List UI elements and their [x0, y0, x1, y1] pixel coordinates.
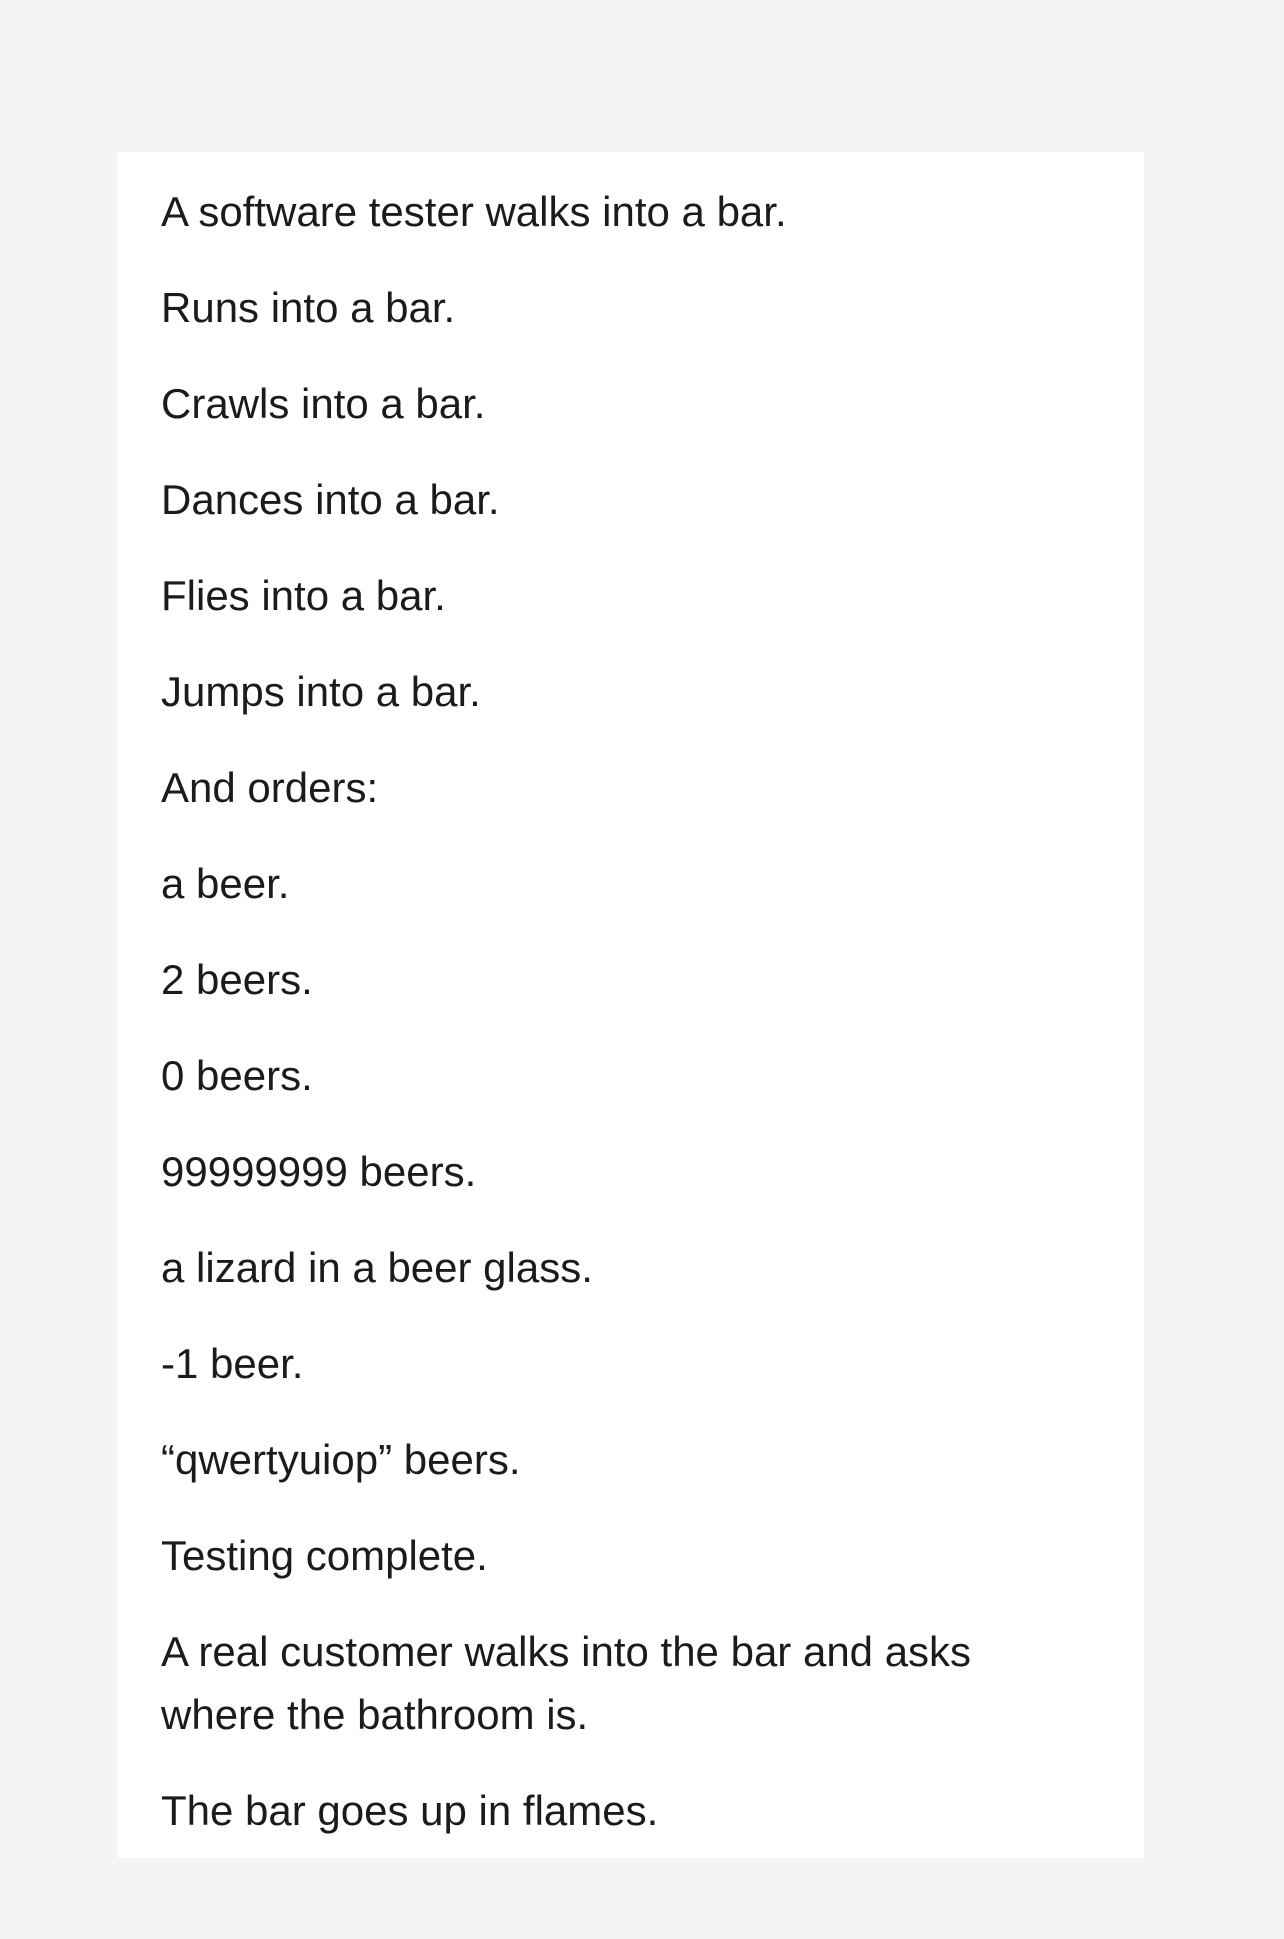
post-card — [118, 152, 1144, 1858]
post-line: 2 beers. — [161, 956, 313, 1003]
post-line: Runs into a bar. — [161, 284, 456, 331]
post-line: 0 beers. — [161, 1052, 313, 1099]
post-line: Jumps into a bar. — [161, 668, 481, 715]
post-line: Testing complete. — [161, 1532, 488, 1579]
post-line: -1 beer. — [161, 1340, 304, 1387]
post-line: The bar goes up in flames. — [161, 1787, 659, 1834]
post-line: Dances into a bar. — [161, 476, 500, 523]
post-line: A software tester walks into a bar. — [161, 188, 787, 235]
post-line: A real customer walks into the bar and asks where the bathroom is. — [161, 1628, 972, 1738]
post-line: a beer. — [161, 860, 290, 907]
post-body — [161, 180, 1111, 1875]
post-line: Crawls into a bar. — [161, 380, 486, 427]
post-line: a lizard in a beer glass. — [161, 1244, 593, 1291]
post-line: 99999999 beers. — [161, 1148, 477, 1195]
post-line: And orders: — [161, 764, 379, 811]
post-line: Flies into a bar. — [161, 572, 446, 619]
post-line: “qwertyuiop” beers. — [161, 1436, 521, 1483]
